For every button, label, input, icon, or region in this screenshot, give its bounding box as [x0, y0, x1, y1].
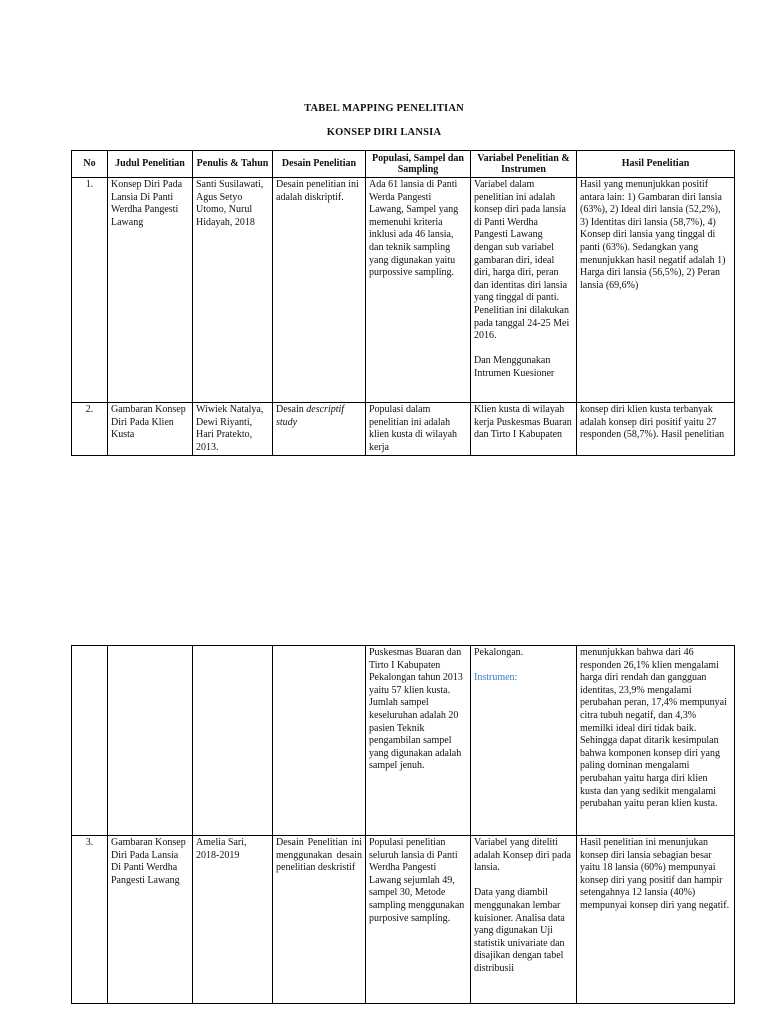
- document-title: TABEL MAPPING PENELITIAN: [304, 103, 464, 114]
- header-variabel: Variabel Penelitian & Instrumen: [471, 151, 577, 178]
- cell-variabel: [471, 836, 577, 1004]
- cell-no: 3.: [72, 836, 108, 1004]
- cell-penulis: [193, 646, 273, 836]
- variabel-text: Variabel dalam penelitian ini adalah konsep diri pada lansia di Panti Werdha Pangesti Lawang dengan sub variabel gambaran diri, ideal diri, harga diri, peran dan identitas diri lansia yang tinggal di panti. Penelitian ini dilakukan pada tanggal 24-25 Mei 2016.: [474, 179, 570, 342]
- cell-judul: [108, 646, 193, 836]
- instrumen-text: Data yang diambil menggunakan lembar kuisioner. Analisa data yang digunakan Uji statistik univariate dan disajikan dengan tabel distribusii: [474, 887, 565, 974]
- cell-penulis: Wiwiek Natalya, Dewi Riyanti, Hari Pratekto, 2013.: [193, 403, 273, 456]
- cell-populasi: Puskesmas Buaran dan Tirto I Kabupaten Pekalongan tahun 2013 yaitu 57 klien kusta. Jumlah sampel keseluruhan adalah 20 pasien Teknik pengambilan sampel yang digunakan adalah sampel jenuh.: [366, 646, 471, 836]
- table-row-continuation: [72, 646, 735, 836]
- cell-populasi: Ada 61 lansia di Panti Werda Pangesti Lawang, Sampel yang memenuhi kriteria inklusi ada 46 lansia, dan teknik sampling yang digunakan yaitu purpossive sampling.: [366, 178, 471, 403]
- cell-variabel: [471, 646, 577, 836]
- cell-judul: Konsep Diri Pada Lansia Di Panti Werdha Pangesti Lawang: [108, 178, 193, 403]
- cell-no: 1.: [72, 178, 108, 403]
- cell-desain: Desain penelitian ini adalah diskriptif.: [273, 178, 366, 403]
- cell-judul: Gambaran Konsep Diri Pada Lansia Di Panti Werdha Pangesti Lawang: [108, 836, 193, 1004]
- cell-judul: Gambaran Konsep Diri Pada Klien Kusta: [108, 403, 193, 456]
- cell-no: [72, 646, 108, 836]
- header-hasil: Hasil Penelitian: [577, 151, 735, 178]
- header-desain: Desain Penelitian: [273, 151, 366, 178]
- cell-penulis: Santi Susilawati, Agus Setyo Utomo, Nurul Hidayah, 2018: [193, 178, 273, 403]
- header-no: No: [72, 151, 108, 178]
- cell-hasil: konsep diri klien kusta terbanyak adalah konsep diri positif yaitu 27 responden (58,7%). Hasil penelitian: [577, 403, 735, 456]
- header-populasi: Populasi, Sampel dan Sampling: [366, 151, 471, 178]
- table-row: [72, 178, 735, 403]
- mapping-table-page-1: [71, 150, 735, 456]
- variabel-text: Pekalongan.: [474, 647, 524, 658]
- cell-hasil: Hasil penelitian ini menunjukan konsep diri lansia sebagian besar yaitu 18 lansia (60%) mempunyai konsep diri yang positif dan hampir setengahnya 12 lansia (40%) mempunyai konsep diri yang negatif.: [577, 836, 735, 1004]
- cell-desain: [273, 646, 366, 836]
- header-penulis: Penulis & Tahun: [193, 151, 273, 178]
- cell-no: 2.: [72, 403, 108, 456]
- cell-variabel: [471, 178, 577, 403]
- document-subtitle: KONSEP DIRI LANSIA: [326, 127, 442, 138]
- desain-italic-text: descriptif study: [276, 404, 345, 428]
- cell-populasi: Populasi penelitian seluruh lansia di Panti Werdha Pangesti Lawang sejumlah 49, sampel 30, Metode sampling menggunakan purposive sampling.: [366, 836, 471, 1004]
- cell-hasil: menunjukkan bahwa dari 46 responden 26,1% klien mengalami harga diri rendah dan gangguan identitas, 23,9% mengalami perubahan peran, 17,4% mempunyai citra tubuh negatif, dan 4,3% memilki ideal diri tidak baik. Sehingga dapat ditarik kesimpulan bahwa komponen konsep diri yang paling dominan mengalami perubahan yaitu harga diri klien kusta dan yang sedikit mengalami perubahan yaitu peran klien kusta.: [577, 646, 735, 836]
- cell-hasil: Hasil yang menunjukkan positif antara lain: 1) Gambaran diri lansia (63%), 2) Ideal diri lansia (52,2%), 3) Identitas diri lansia (58,7%), 4) Konsep diri lansia yang tinggal di panti (63%). Sedangkan yang menunjukkan hasil negatif adalah 1) Harga diri lansia (56,5%), 2) Peran lansia (69,6%): [577, 178, 735, 403]
- instrumen-label: Instrumen:: [474, 672, 518, 684]
- table-row: [72, 836, 735, 1004]
- instrumen-text: Dan Menggunakan Intrumen Kuesioner: [474, 355, 555, 379]
- mapping-table-page-2: [71, 645, 735, 1004]
- cell-variabel: Klien kusta di wilayah kerja Puskesmas Buaran dan Tirto I Kabupaten: [471, 403, 577, 456]
- cell-populasi: Populasi dalam penelitian ini adalah klien kusta di wilayah kerja: [366, 403, 471, 456]
- table-row: [72, 403, 735, 456]
- desain-text: Desain: [276, 404, 307, 415]
- cell-penulis: Amelia Sari, 2018-2019: [193, 836, 273, 1004]
- header-judul: Judul Penelitian: [108, 151, 193, 178]
- variabel-text: Variabel yang diteliti adalah Konsep diri pada lansia.: [474, 837, 571, 874]
- cell-desain: [273, 403, 366, 456]
- table-header-row: [72, 151, 735, 178]
- cell-desain: Desain Penelitian ini menggunakan desain penelitian deskristif: [273, 836, 366, 1004]
